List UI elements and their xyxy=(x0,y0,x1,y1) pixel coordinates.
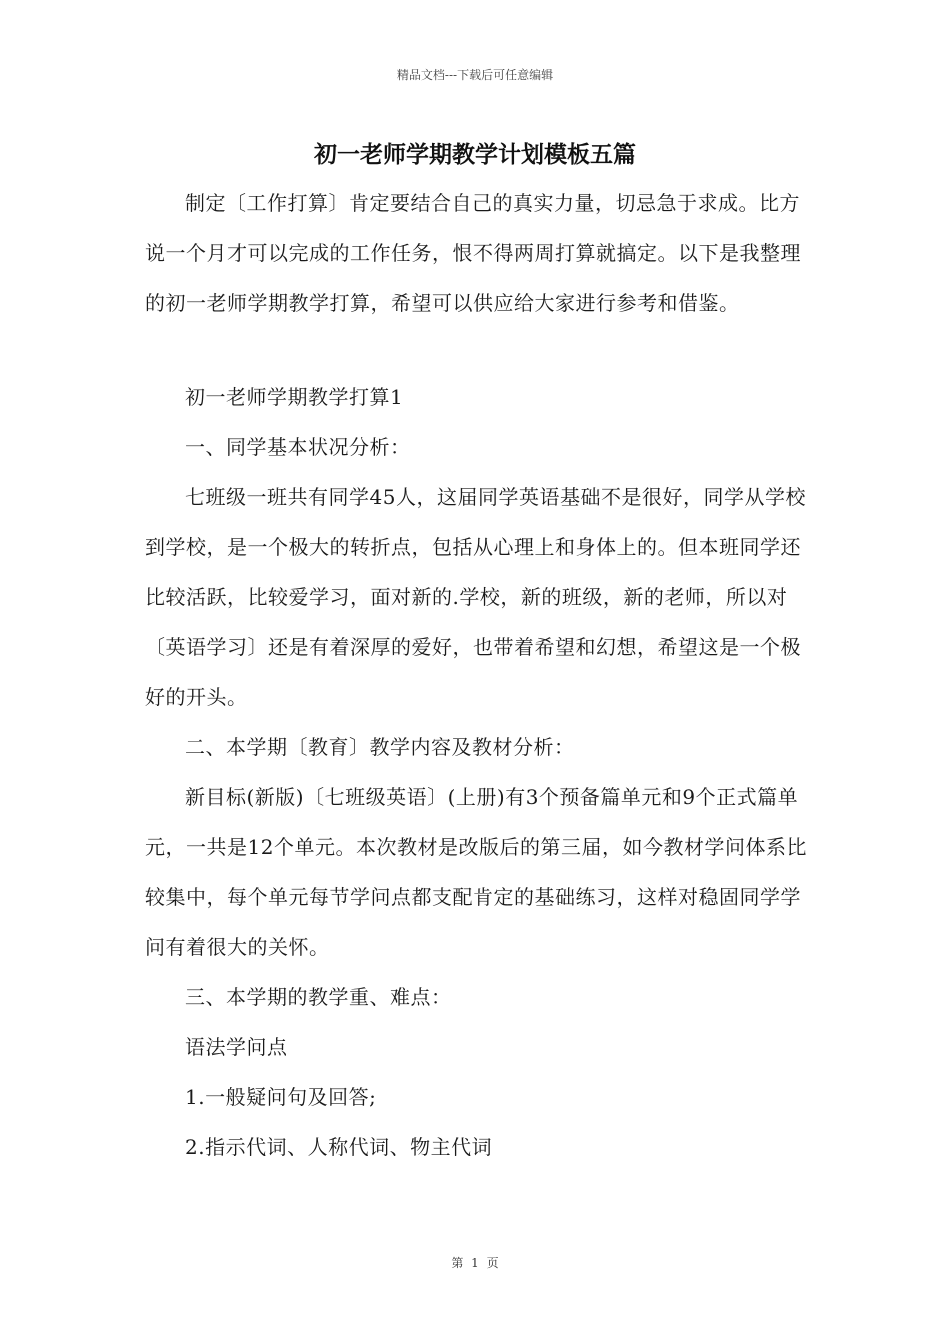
teaching-content-paragraph: 新目标(新版)〔七班级英语〕(上册)有3个预备篇单元和9个正式篇单元，一共是12个单元。本次教材是改版后的第三届，如今教材学问体系比较集中，每个单元每节学问点都支配肯定的基础练习，这样对稳固同学学问有着很大的关怀。 xyxy=(145,785,807,959)
section-spacer xyxy=(145,328,815,372)
heading-student-analysis: 一、同学基本状况分析： xyxy=(185,435,411,459)
heading-key-points: 三、本学期的教学重、难点： xyxy=(185,985,452,1009)
page-number: 第 1 页 xyxy=(451,1256,499,1270)
section-title: 初一老师学期教学打算1 xyxy=(185,385,404,409)
document-title: 初一老师学期教学计划模板五篇 xyxy=(314,141,636,168)
student-analysis-paragraph: 七班级一班共有同学45人，这届同学英语基础不是很好，同学从学校到学校，是一个极大的转折点，包括从心理上和身体上的。但本班同学还比较活跃，比较爱学习，面对新的.学校，新的班级，新的老师，所以对〔英语学习〕还是有着深厚的爱好，也带着希望和幻想，希望这是一个极好的开头。 xyxy=(145,485,806,709)
list-item: 2.指示代词、人称代词、物主代词 xyxy=(185,1135,493,1159)
header-note: 精品文档---下载后可任意编辑 xyxy=(396,68,554,82)
grammar-subheading: 语法学问点 xyxy=(185,1035,288,1059)
list-item: 1.一般疑问句及回答; xyxy=(185,1085,377,1109)
intro-paragraph: 制定〔工作打算〕肯定要结合自己的真实力量，切忌急于求成。比方说一个月才可以完成的工作任务，恨不得两周打算就搞定。以下是我整理的初一老师学期教学打算，希望可以供应给大家进行参考和借鉴。 xyxy=(145,191,801,315)
heading-teaching-content: 二、本学期〔教育〕教学内容及教材分析： xyxy=(185,735,575,759)
document-body xyxy=(145,178,815,1172)
